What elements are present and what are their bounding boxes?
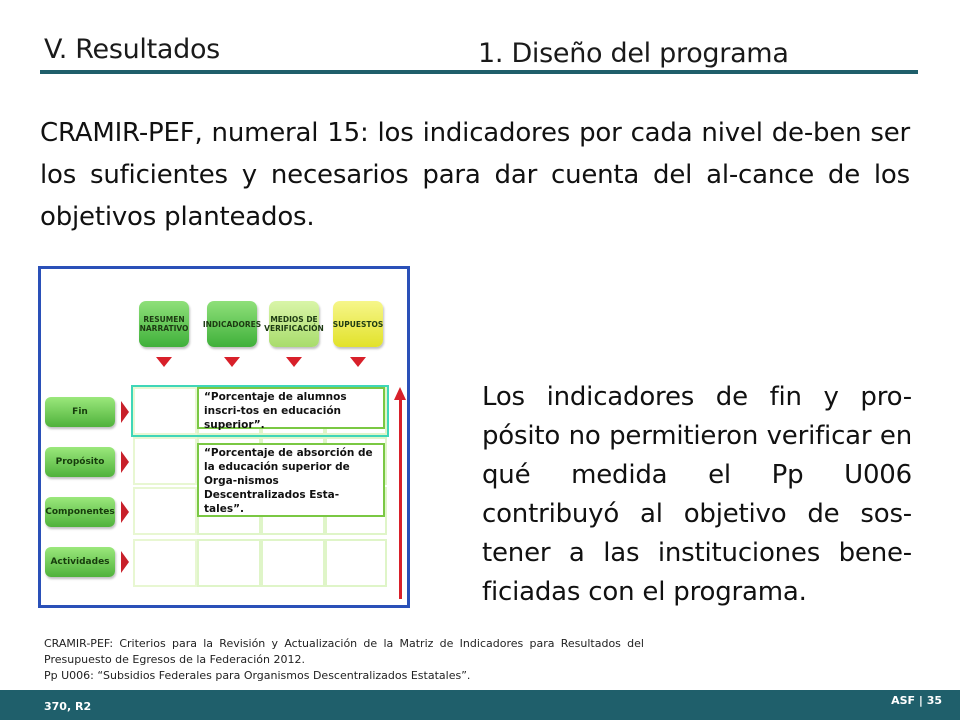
- right-arrow-icon: [121, 451, 129, 473]
- footer-code: 370, R2: [44, 700, 92, 713]
- column-header-supuestos: SUPUESTOS: [333, 301, 383, 347]
- down-arrow-icon: [286, 357, 302, 367]
- section-title: V. Resultados: [44, 34, 220, 65]
- up-arrow-icon: [394, 387, 406, 400]
- callout-proposito-indicator: “Porcentaje de absorción de la educación superior de Orga-nismos Descentralizados Esta-tales”.: [197, 443, 385, 517]
- column-header-resumen-narrativo: RESUMEN NARRATIVO: [139, 301, 189, 347]
- footnote-line-pp: Pp U006: “Subsidios Federales para Organismos Descentralizados Estatales”.: [44, 669, 471, 682]
- subsection-title: 1. Diseño del programa: [478, 38, 789, 69]
- footnote-line-cramir: CRAMIR-PEF: Criterios para la Revisión y Actualización de la Matriz de Indicadores para Resultados del Presupuesto de Egresos de la Federación 2012.: [44, 637, 644, 666]
- row-label-fin: Fin: [45, 397, 115, 427]
- footer-bar: [0, 690, 960, 720]
- footnote: [44, 636, 644, 684]
- up-arrow-line: [399, 399, 402, 599]
- matrix-cell: [133, 487, 197, 535]
- right-arrow-icon: [121, 401, 129, 423]
- column-header-medios-verificacion: MEDIOS DE VERIFICACIÓN: [269, 301, 319, 347]
- matrix-cell: [197, 539, 261, 587]
- side-paragraph: Los indicadores de fin y pro-pósito no permitieron verificar en qué medida el Pp U006 contribuyó al objetivo de sos-tener a las instituciones bene-ficiadas con el programa.: [482, 382, 912, 607]
- footer-page-number: ASF | 35: [891, 694, 942, 707]
- row-label-proposito: Propósito: [45, 447, 115, 477]
- right-arrow-icon: [121, 501, 129, 523]
- matrix-cell: [261, 539, 325, 587]
- matrix-cell: [133, 539, 197, 587]
- right-arrow-icon: [121, 551, 129, 573]
- mir-matrix-figure: [38, 266, 410, 608]
- down-arrow-icon: [156, 357, 172, 367]
- row-label-actividades: Actividades: [45, 547, 115, 577]
- down-arrow-icon: [350, 357, 366, 367]
- matrix-cell: [325, 539, 387, 587]
- callout-fin-indicator: “Porcentaje de alumnos inscri-tos en educación superior”.: [197, 387, 385, 429]
- matrix-cell: [133, 437, 197, 485]
- down-arrow-icon: [224, 357, 240, 367]
- main-paragraph: CRAMIR-PEF, numeral 15: los indicadores por cada nivel de-ben ser los suficientes y necesarios para dar cuenta del al-cance de los objetivos planteados.: [40, 118, 910, 232]
- column-header-indicadores: INDICADORES: [207, 301, 257, 347]
- title-underline: [40, 70, 918, 74]
- row-label-componentes: Componentes: [45, 497, 115, 527]
